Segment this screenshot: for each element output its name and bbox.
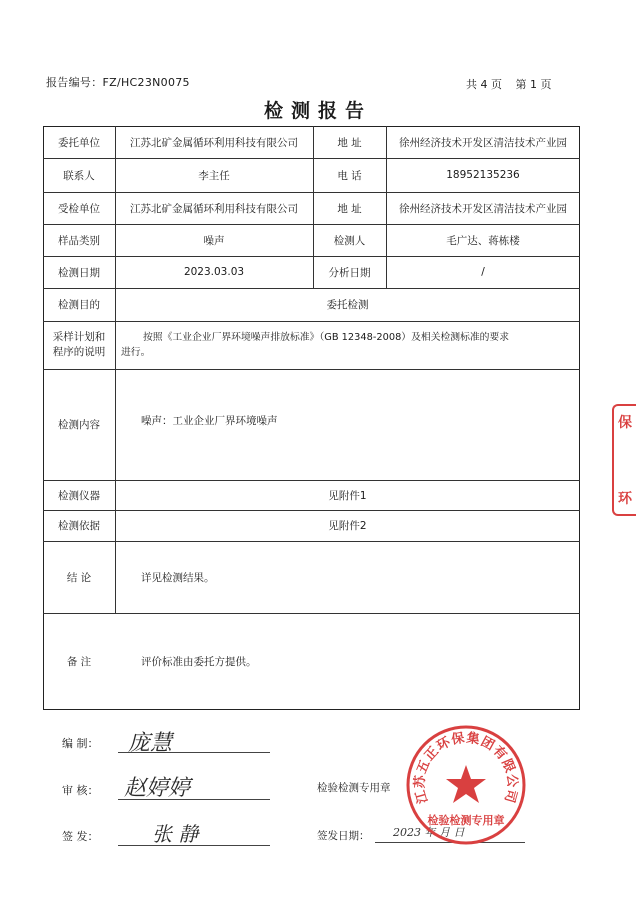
client-value: 江苏北矿金属循环利用科技有限公司 xyxy=(130,136,298,149)
basis-label: 检测依据 xyxy=(58,520,100,532)
test-content-value: 噪声：工业企业厂界环境噪声 xyxy=(141,415,278,427)
inspector-value: 毛广达、蒋栋楼 xyxy=(446,234,520,247)
address2-value: 徐州经济技术开发区清洁技术产业园 xyxy=(399,202,567,215)
sample-type-label: 样品类别 xyxy=(58,234,100,247)
remark-value: 评价标准由委托方提供。 xyxy=(141,656,257,668)
sample-type-value: 噪声 xyxy=(203,234,225,247)
seal-caption: 检验检测专用章 xyxy=(317,782,391,794)
issue-date-label: 签发日期： xyxy=(317,830,370,842)
sampling-plan-value xyxy=(115,321,580,369)
phone-value: 18952135236 xyxy=(446,169,520,181)
client-label: 委托单位 xyxy=(58,136,100,149)
issue-date-value: 2023 年 月 日 xyxy=(393,826,465,839)
seal-ring-text: 江苏五正环保集团有限公司 xyxy=(412,730,520,806)
contact-label: 联系人 xyxy=(63,169,95,182)
sampling-plan-value-line2: 进行。 xyxy=(121,347,151,358)
test-date-label: 检测日期 xyxy=(58,266,100,279)
reviewer-label: 审 核： xyxy=(62,784,99,797)
purpose-value: 委托检测 xyxy=(326,299,369,311)
report-number: 报告编号：FZ/HC23N0075 xyxy=(46,76,190,89)
contact-value: 李主任 xyxy=(198,169,230,182)
analysis-date-value: / xyxy=(481,266,485,278)
sampling-plan-label-line1: 采样计划和 xyxy=(52,331,106,343)
instrument-value: 见附件1 xyxy=(328,489,367,502)
basis-value: 见附件2 xyxy=(328,520,367,532)
report-title: 检测报告 xyxy=(263,100,372,122)
address-value: 徐州经济技术开发区清洁技术产业园 xyxy=(399,136,567,149)
page-number: 第 1 页 xyxy=(515,78,552,91)
test-content-label: 检测内容 xyxy=(58,419,100,431)
side-seal-top-char: 保 xyxy=(618,415,632,431)
total-pages: 共 4 页 xyxy=(466,78,502,91)
remark-label: 备 注 xyxy=(66,656,92,668)
seal-bottom-text: 检验检测专用章 xyxy=(427,814,505,827)
issuer-label: 签 发： xyxy=(62,830,99,843)
inspected-unit-value: 江苏北矿金属循环利用科技有限公司 xyxy=(130,202,298,215)
instrument-label: 检测仪器 xyxy=(58,489,100,502)
company-seal-icon xyxy=(404,723,528,847)
address-label: 地 址 xyxy=(337,136,362,149)
address2-label: 地 址 xyxy=(337,202,362,215)
issuer-signature: 张 静 xyxy=(152,822,199,846)
inspector-label: 检测人 xyxy=(333,234,366,247)
analysis-date-label: 分析日期 xyxy=(328,266,371,279)
page-count xyxy=(466,76,562,92)
editor-signature: 庞慧 xyxy=(128,731,173,756)
side-seal-bottom-char: 环 xyxy=(618,491,632,507)
purpose-label: 检测目的 xyxy=(58,299,100,311)
test-date-value: 2023.03.03 xyxy=(183,266,245,278)
conclusion-label: 结 论 xyxy=(66,571,92,584)
sampling-plan-label xyxy=(43,321,115,369)
conclusion-value: 详见检测结果。 xyxy=(141,571,215,584)
phone-label: 电 话 xyxy=(337,169,362,182)
sampling-plan-label-line2: 程序的说明 xyxy=(52,346,106,358)
inspected-unit-label: 受检单位 xyxy=(58,202,100,215)
sampling-plan-value-line1: 按照《工业企业厂界环境噪声排放标准》（GB 12348-2008）及相关检测标准的要求 xyxy=(143,332,510,343)
editor-label: 编 制： xyxy=(62,737,99,750)
reviewer-signature: 赵婷婷 xyxy=(124,776,191,801)
seal-star-icon xyxy=(446,765,486,803)
side-seal-icon xyxy=(612,404,636,516)
